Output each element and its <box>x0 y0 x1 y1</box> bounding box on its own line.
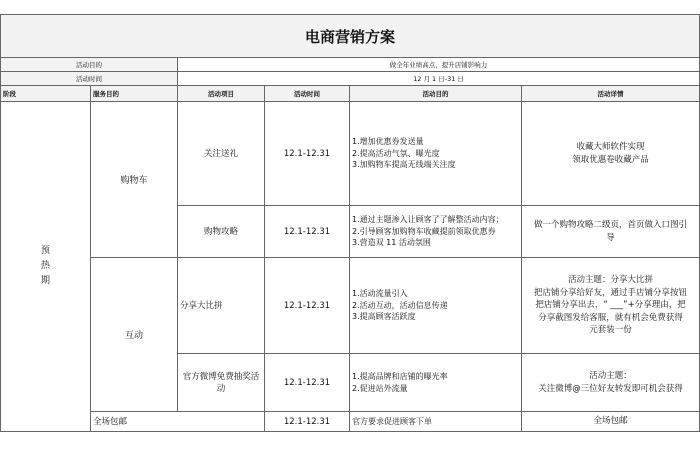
header-item: 活动项目 <box>178 86 265 102</box>
detail-line: 导 <box>606 232 615 243</box>
page-title: 电商营销方案 <box>1 15 700 58</box>
row-item: 官方微博免费抽奖活动 <box>178 354 265 412</box>
detail-line: 领取优惠卷收藏产品 <box>572 154 649 165</box>
row-detail <box>522 102 700 206</box>
row-time: 12.1-12.31 <box>265 258 350 354</box>
header-purpose: 服务目的 <box>91 86 178 102</box>
row-detail <box>522 206 700 258</box>
table-row <box>1 102 700 206</box>
marketing-plan-sheet <box>0 14 700 454</box>
goal-line: 3.营造双 11 活动氛围 <box>352 238 431 248</box>
row-detail <box>522 258 700 354</box>
goal-line: 官方要求促进顾客下单 <box>352 416 432 426</box>
goal-line: 1.增加优惠券发送量 <box>352 137 424 147</box>
row-time: 12.1-12.31 <box>265 412 350 432</box>
goal-line: 3.加购物车提高无线端关注度 <box>352 160 456 170</box>
detail-line: 把店铺分享出去，“ ___”+分享理由，把 <box>535 300 686 311</box>
activity-purpose-label: 活动目的 <box>1 58 178 72</box>
header-time: 活动时间 <box>265 86 350 102</box>
row-item: 全场包邮 <box>91 412 265 432</box>
table-row <box>1 412 700 432</box>
goal-line: 2.引导顾客加购物车收藏提前领取优惠券 <box>352 226 496 236</box>
phase-cell: 预 热 期 <box>1 102 91 432</box>
header-goal: 活动目的 <box>350 86 522 102</box>
row-item: 购物攻略 <box>178 206 265 258</box>
plan-table <box>0 14 700 432</box>
activity-purpose-value: 做全年业绩高点，提升店铺影响力 <box>178 58 700 72</box>
detail-line: 分享截图发给客服，就有机会免费获得 <box>538 312 683 323</box>
detail-line: 做一个购物攻略二级页，首页做入口图引 <box>534 220 688 230</box>
row-time: 12.1-12.31 <box>265 206 350 258</box>
row-time: 12.1-12.31 <box>265 354 350 412</box>
detail-line: 收藏大师软件实现 <box>576 142 645 152</box>
row-detail <box>522 412 700 432</box>
detail-line: 把店铺分享给好友，通过手店铺分享按钮 <box>534 287 688 298</box>
activity-time-value: 12 月 1 日-31 日 <box>178 72 700 86</box>
goal-line: 1.活动流量引入 <box>352 289 408 299</box>
header-row <box>1 86 700 102</box>
goal-line: 2.促进站外流量 <box>352 383 408 393</box>
activity-time-label: 活动时间 <box>1 72 178 86</box>
detail-line: 活动主题： <box>589 371 632 381</box>
table-row <box>1 258 700 354</box>
goal-line: 2.提高活动气氛、曝光度 <box>352 148 440 158</box>
detail-line: 活动主题：分享大比拼 <box>568 275 654 286</box>
goal-line: 2.活动互动，活动信息传递 <box>352 300 448 310</box>
row-goals <box>350 412 522 432</box>
row-goals <box>350 102 522 206</box>
detail-line: 全场包邮 <box>593 416 628 427</box>
row-goals <box>350 354 522 412</box>
row-detail <box>522 354 700 412</box>
row-goals <box>350 206 522 258</box>
goal-line: 3.提高顾客活跃度 <box>352 312 416 322</box>
goal-line: 1.提高品牌和店铺的曝光率 <box>352 372 448 381</box>
header-detail: 活动详情 <box>522 86 700 102</box>
detail-line: 元套装一份 <box>589 325 632 336</box>
row-item: 关注送礼 <box>178 102 265 206</box>
detail-line: 关注微博@三位好友转发即可机会获得 <box>538 383 683 394</box>
row-goals <box>350 258 522 354</box>
row-item: 分享大比拼 <box>178 258 265 354</box>
group-cart: 购物车 <box>91 102 178 258</box>
header-phase: 阶段 <box>1 86 91 102</box>
row-time: 12.1-12.31 <box>265 102 350 206</box>
goal-line: 1.通过主题渗入让顾客了了解整活动内容； <box>352 215 504 225</box>
group-interaction: 互动 <box>91 258 178 412</box>
